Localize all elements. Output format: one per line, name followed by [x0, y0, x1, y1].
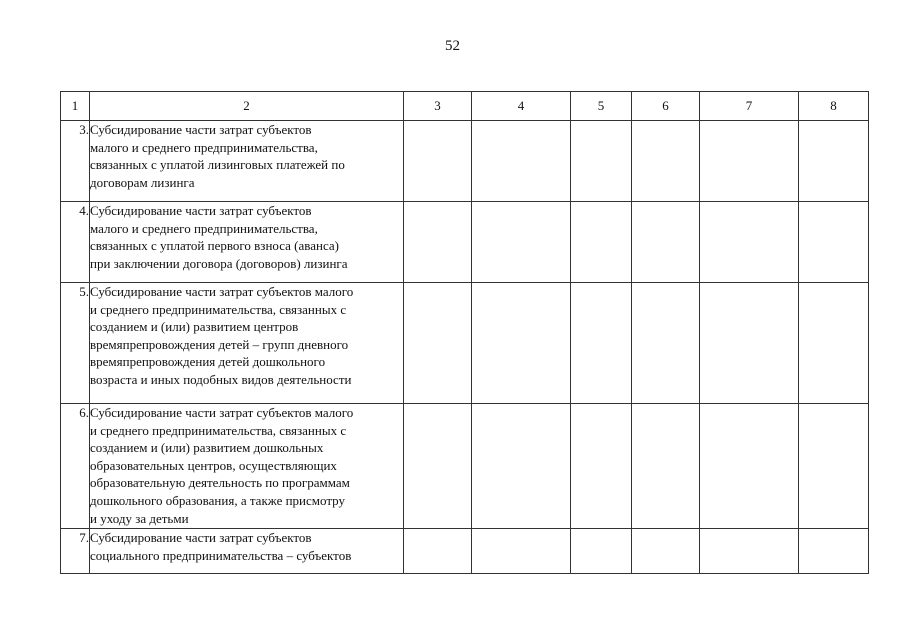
empty-cell [404, 404, 472, 529]
empty-cell [632, 529, 700, 574]
row-description: Субсидирование части затрат субъектов социального предпринимательства – субъектов [90, 529, 404, 574]
data-table [60, 91, 869, 574]
row-number: 7. [61, 529, 90, 574]
empty-cell [571, 283, 632, 404]
empty-cell [472, 283, 571, 404]
page-number: 52 [445, 38, 460, 54]
table-row [61, 202, 869, 283]
empty-cell [700, 202, 799, 283]
row-description: Субсидирование части затрат субъектов малого и среднего предпринимательства, связанных с созданием и (или) развитием дошкольных образовательных центров, осуществляющих образовательную деятельность по программам дошкольного образования, а также присмотру и уходу за детьми [90, 404, 404, 529]
column-header-4: 4 [472, 92, 571, 121]
empty-cell [632, 202, 700, 283]
empty-cell [700, 121, 799, 202]
table-header-row [61, 92, 869, 121]
row-description: Субсидирование части затрат субъектов малого и среднего предпринимательства, связанных с уплатой лизинговых платежей по договорам лизинга [90, 121, 404, 202]
empty-cell [404, 121, 472, 202]
empty-cell [571, 121, 632, 202]
column-header-5: 5 [571, 92, 632, 121]
empty-cell [632, 121, 700, 202]
row-number: 6. [61, 404, 90, 529]
empty-cell [799, 283, 869, 404]
column-header-6: 6 [632, 92, 700, 121]
column-header-1: 1 [61, 92, 90, 121]
table-row [61, 404, 869, 529]
empty-cell [472, 404, 571, 529]
empty-cell [472, 529, 571, 574]
empty-cell [799, 404, 869, 529]
empty-cell [571, 404, 632, 529]
table-row [61, 121, 869, 202]
column-header-7: 7 [700, 92, 799, 121]
empty-cell [700, 529, 799, 574]
row-number: 5. [61, 283, 90, 404]
column-header-8: 8 [799, 92, 869, 121]
table-row [61, 283, 869, 404]
empty-cell [571, 202, 632, 283]
empty-cell [700, 404, 799, 529]
empty-cell [404, 529, 472, 574]
empty-cell [799, 202, 869, 283]
empty-cell [571, 529, 632, 574]
empty-cell [404, 283, 472, 404]
empty-cell [472, 121, 571, 202]
table-row [61, 529, 869, 574]
row-description: Субсидирование части затрат субъектов малого и среднего предпринимательства, связанных с уплатой первого взноса (аванса) при заключении договора (договоров) лизинга [90, 202, 404, 283]
empty-cell [472, 202, 571, 283]
column-header-3: 3 [404, 92, 472, 121]
row-description: Субсидирование части затрат субъектов малого и среднего предпринимательства, связанных с созданием и (или) развитием центров времяпрепровождения детей – групп дневного времяпрепровождения детей дошкольного возраста и иных подобных видов деятельности [90, 283, 404, 404]
empty-cell [799, 529, 869, 574]
row-number: 3. [61, 121, 90, 202]
empty-cell [799, 121, 869, 202]
row-number: 4. [61, 202, 90, 283]
empty-cell [404, 202, 472, 283]
empty-cell [632, 283, 700, 404]
column-header-2: 2 [90, 92, 404, 121]
empty-cell [700, 283, 799, 404]
empty-cell [632, 404, 700, 529]
